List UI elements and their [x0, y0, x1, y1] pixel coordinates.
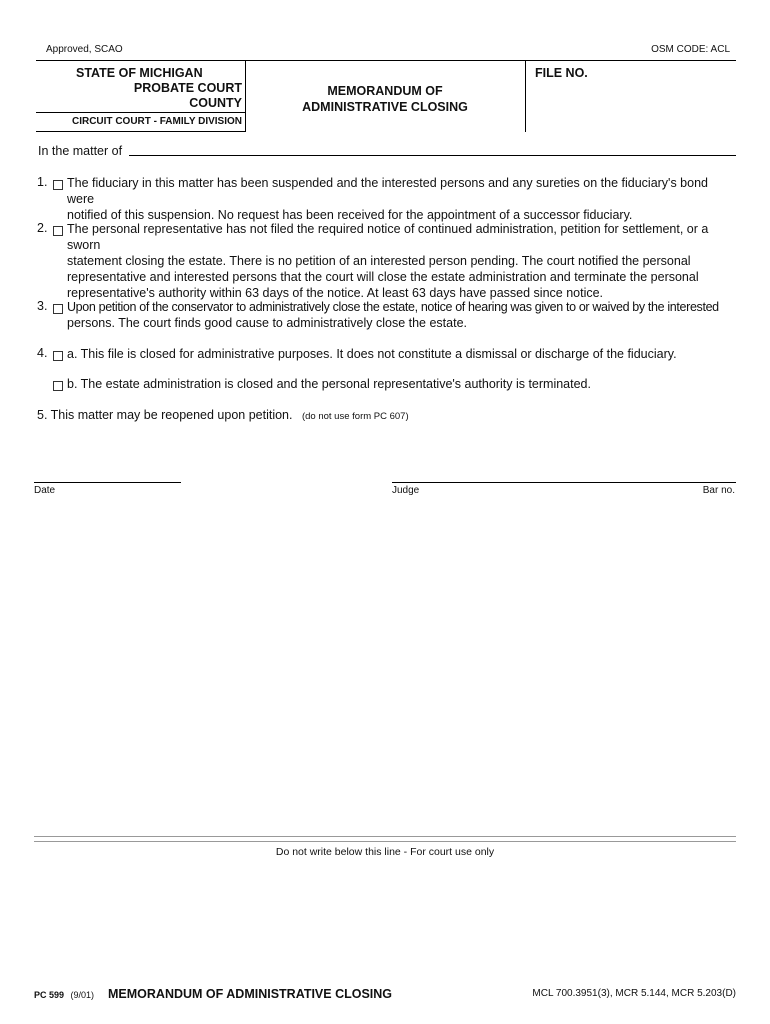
- item2-checkbox[interactable]: [53, 226, 63, 236]
- osm-code: OSM CODE: ACL: [651, 44, 730, 55]
- item4a-text: a. This file is closed for administrative purposes. It does not constitute a dismissal or discharge of the fiduciary.: [67, 347, 677, 361]
- footer-citation: MCL 700.3951(3), MCR 5.144, MCR 5.203(D): [532, 988, 736, 999]
- judge-signature-line[interactable]: [392, 482, 736, 483]
- item2-line2: statement closing the estate. There is no petition of an interested person pending. The court notified the personal: [67, 254, 691, 268]
- probate-court-label: PROBATE COURT: [133, 81, 242, 95]
- footer-title: MEMORANDUM OF ADMINISTRATIVE CLOSING: [108, 987, 393, 1001]
- item5-label: 5. This matter may be reopened upon petition.: [37, 408, 293, 422]
- form-title-line2: ADMINISTRATIVE CLOSING: [302, 100, 468, 114]
- footer-form-id: [34, 990, 94, 1000]
- date-label: Date: [34, 485, 56, 496]
- matter-label: In the matter of: [38, 144, 123, 158]
- circuit-court-label: CIRCUIT COURT - FAMILY DIVISION: [71, 116, 242, 127]
- item3-checkbox[interactable]: [53, 304, 63, 314]
- item2-text: [67, 221, 737, 301]
- approved-text: Approved, SCAO: [46, 44, 123, 55]
- item2-line3: representative and interested persons that the court will close the estate administration and terminate the personal: [67, 270, 699, 284]
- form-revision: (9/01): [70, 990, 95, 1000]
- file-no-label: FILE NO.: [535, 66, 588, 80]
- item5-note: (do not use form PC 607): [301, 411, 409, 422]
- judge-label: Judge: [392, 485, 420, 496]
- form-title-line1: MEMORANDUM OF: [327, 84, 443, 98]
- item2-number: 2.: [37, 221, 48, 235]
- item2-line4: representative's authority within 63 days of the notice. At least 63 days have passed since notice.: [67, 286, 604, 300]
- item3-number: 3.: [37, 299, 48, 313]
- item4b-text: b. The estate administration is closed and the personal representative's authority is terminated.: [67, 377, 591, 391]
- item1-line2: notified of this suspension. No request has been received for the appointment of a successor fiduciary.: [67, 208, 633, 222]
- item3-text: [67, 299, 737, 331]
- item1-number: 1.: [37, 175, 48, 189]
- court-use-divider: [34, 836, 736, 842]
- item3-line2: persons. The court finds good cause to administratively close the estate.: [67, 316, 467, 330]
- bar-no-label: Bar no.: [702, 485, 735, 496]
- item3-line1: Upon petition of the conservator to administratively close the estate, notice of hearing was given to or waived by the interested: [67, 300, 719, 314]
- item1-text: [67, 175, 737, 223]
- item4a-checkbox[interactable]: [53, 351, 63, 361]
- form-id: PC 599: [34, 990, 65, 1000]
- matter-field[interactable]: [129, 155, 736, 156]
- item1-line1: The fiduciary in this matter has been suspended and the interested persons and any sureties on the fiduciary's bond were: [67, 176, 708, 206]
- county-label: COUNTY: [189, 96, 242, 110]
- item4-number: 4.: [37, 346, 48, 360]
- item2-line1: The personal representative has not filed the required notice of continued administration, petition for settlement, or a sworn: [67, 222, 709, 252]
- item1-checkbox[interactable]: [53, 180, 63, 190]
- court-use-text: Do not write below this line - For court use only: [275, 846, 495, 858]
- item4b-checkbox[interactable]: [53, 381, 63, 391]
- file-no-field[interactable]: [535, 80, 730, 130]
- item5-text: [37, 407, 409, 425]
- date-line[interactable]: [34, 482, 181, 483]
- state-label: STATE OF MICHIGAN: [76, 66, 203, 80]
